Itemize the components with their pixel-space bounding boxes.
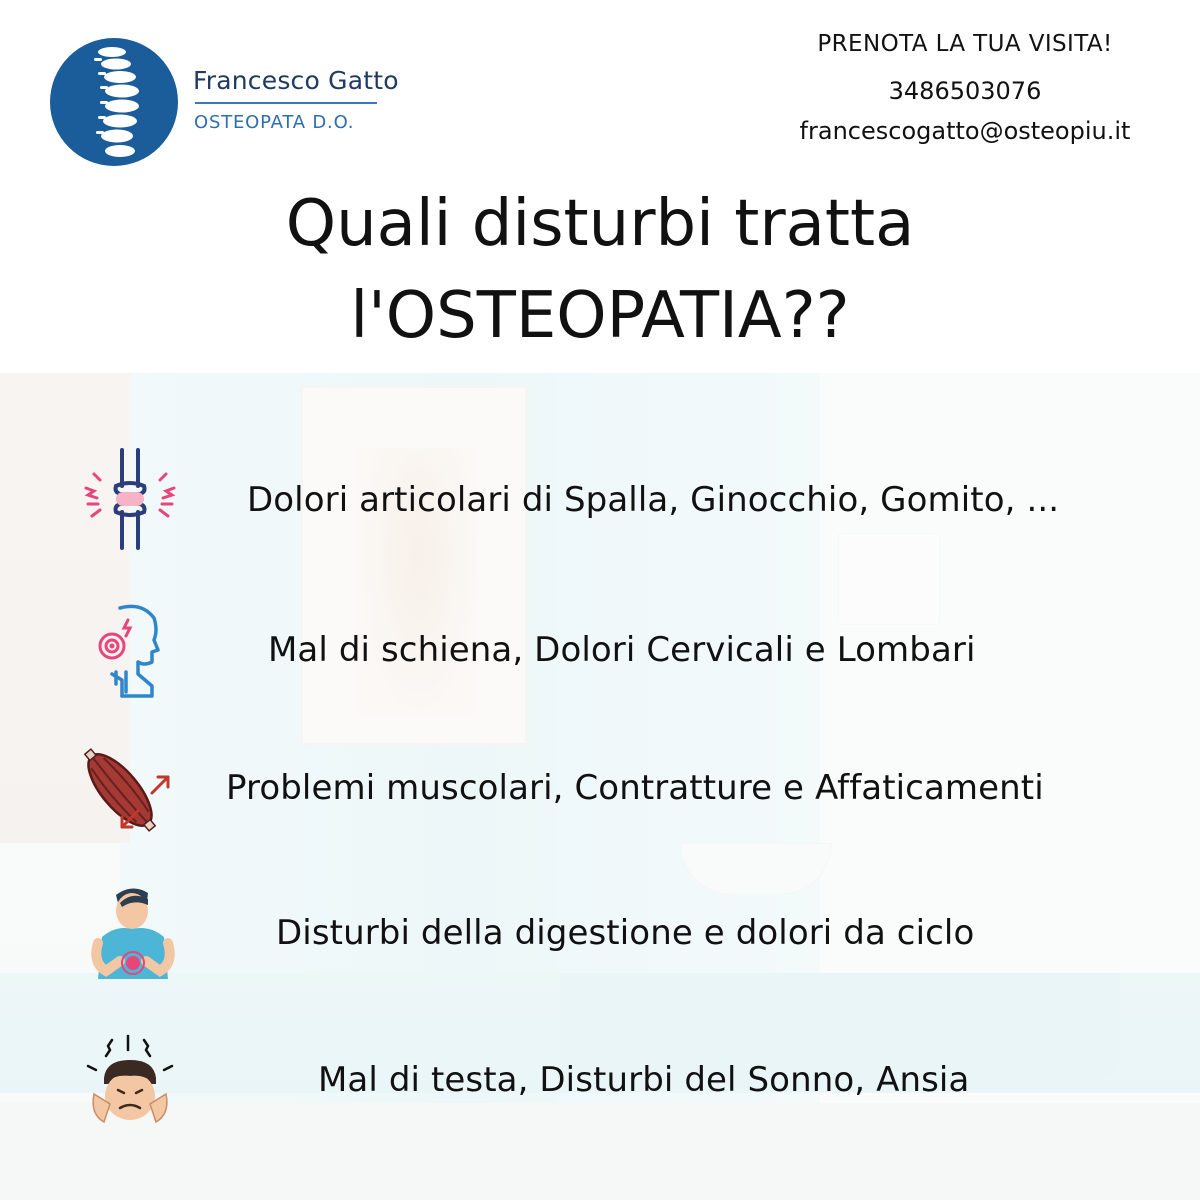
logo-spine-icon <box>50 38 178 166</box>
email-address[interactable]: francescogatto@osteopiu.it <box>799 117 1131 145</box>
headache-icon <box>80 1030 180 1140</box>
list-item-digestion: Disturbi della digestione e dolori da ciclo <box>276 913 975 953</box>
phone-number[interactable]: 3486503076 <box>888 77 1042 105</box>
brand-name: Francesco Gatto <box>193 66 399 95</box>
list-item-muscle-problems: Problemi muscolari, Contratture e Affaticamenti <box>226 768 1044 808</box>
title-line-1: Quali disturbi tratta <box>285 187 915 261</box>
brand-subtitle: OSTEOPATA D.O. <box>194 112 355 133</box>
list-item-headache: Mal di testa, Disturbi del Sonno, Ansia <box>318 1060 970 1100</box>
list-item-joint-pain: Dolori articolari di Spalla, Ginocchio, Gomito, ... <box>247 480 1060 520</box>
neck-pain-icon <box>82 600 182 710</box>
list-item-back-pain: Mal di schiena, Dolori Cervicali e Lombari <box>268 630 976 670</box>
stomach-ache-icon <box>86 883 186 993</box>
page-title <box>150 178 1050 362</box>
booking-cta: PRENOTA LA TUA VISITA! <box>817 31 1113 57</box>
joint-pain-icon <box>80 444 180 554</box>
muscle-icon <box>80 735 180 845</box>
brand-divider <box>195 102 377 104</box>
title-line-2: l'OSTEOPATIA?? <box>350 279 850 353</box>
